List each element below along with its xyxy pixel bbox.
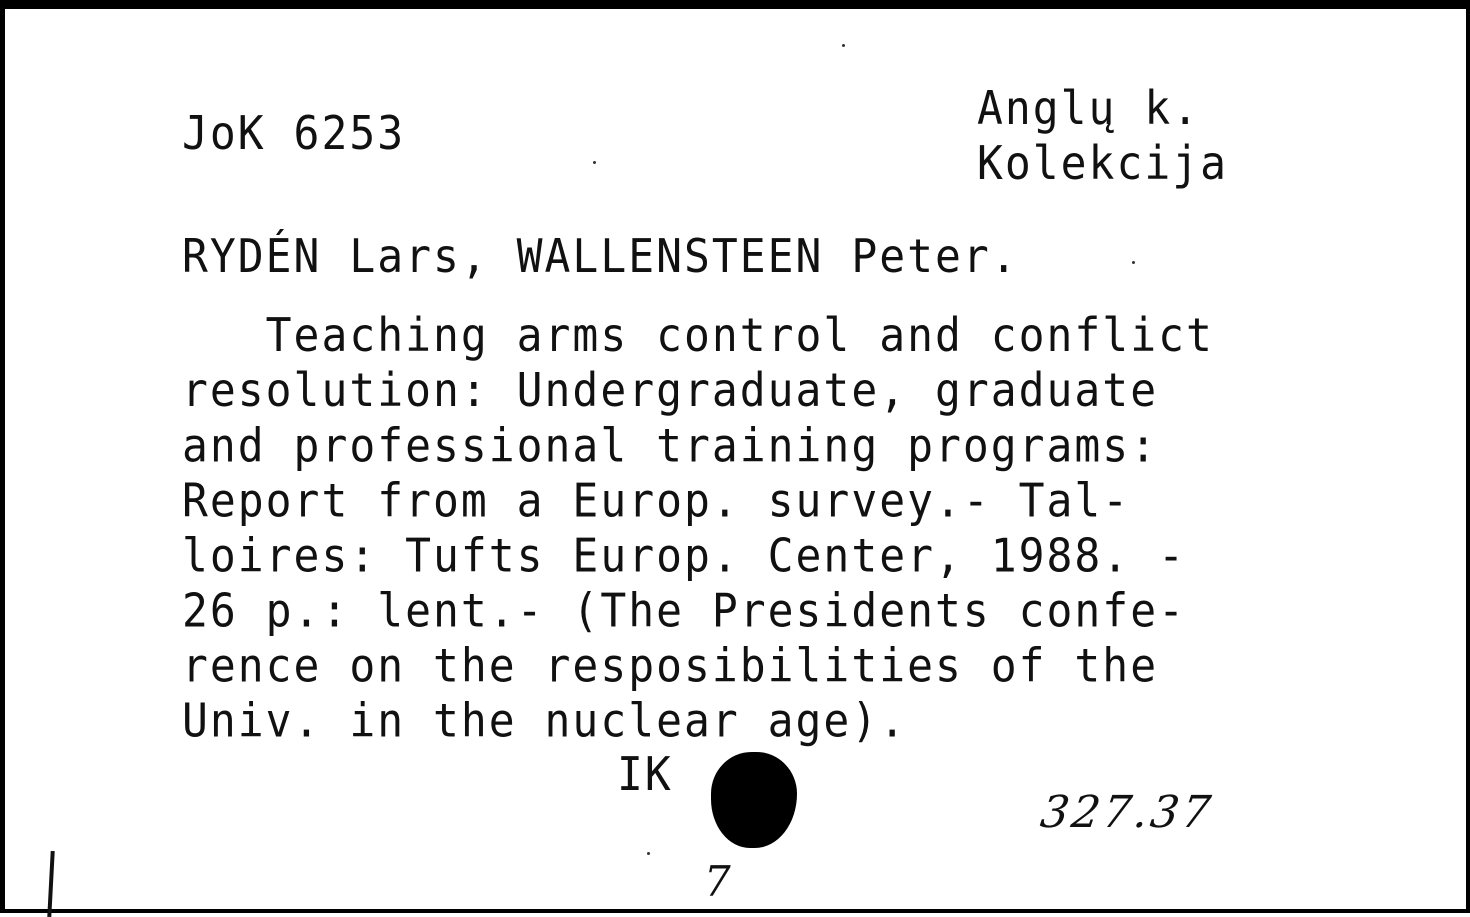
language-line: Anglų k. — [977, 82, 1201, 136]
handwritten-classification: 327.37 — [1037, 787, 1217, 838]
dust-speck — [1132, 261, 1135, 264]
margin-pencil-mark — [47, 851, 54, 917]
language-collection-block — [977, 82, 1228, 192]
punch-hole-blot-icon — [711, 752, 797, 848]
collection-line: Kolekcija — [977, 137, 1228, 192]
dust-speck — [647, 852, 650, 855]
author-line: RYDÉN Lars, WALLENSTEEN Peter. — [182, 230, 1019, 284]
handwritten-number: 7 — [704, 857, 731, 906]
dust-speck — [593, 161, 596, 164]
bibliographic-description: Teaching arms control and conflict resolution: Undergraduate, graduate and professional training programs: Report from a Europ. survey.- Tal- loires: Tufts Europ. Center, 1988. - 26 p.: lent.- (The Presidents confe- rence on the resposibilities of the Univ. in the nuclear age). — [182, 309, 1214, 749]
dust-speck — [842, 44, 845, 47]
call-number: JoK 6253 — [182, 107, 406, 161]
ik-label: IK — [617, 748, 673, 802]
